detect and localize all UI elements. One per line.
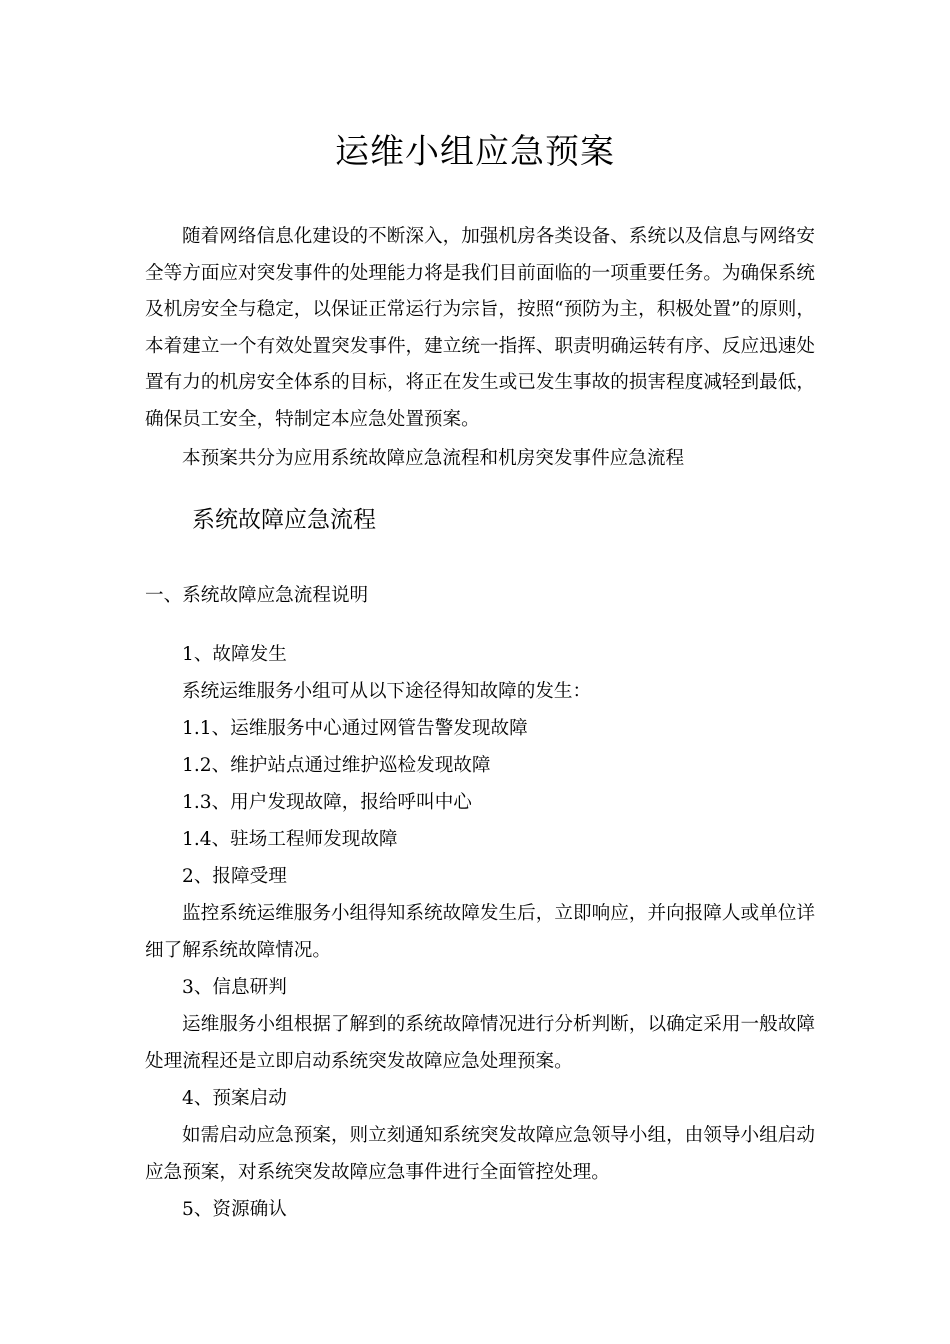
item-text-2: 监控系统运维服务小组得知系统故障发生后，立即响应，并向报障人或单位详细了解系统故障情况。 (145, 903, 815, 961)
sub-item-1-1: 1.1、运维服务中心通过网管告警发现故障 (182, 718, 528, 739)
item-text-1: 系统运维服务小组可从以下途径得知故障的发生： (182, 681, 592, 702)
section-title: 系统故障应急流程 (192, 507, 376, 533)
item-heading-4: 4、预案启动 (182, 1088, 287, 1109)
item-heading-2: 2、报障受理 (182, 866, 287, 887)
scope-line: 本预案共分为应用系统故障应急流程和机房突发事件应急流程 (182, 448, 685, 469)
document-title: 运维小组应急预案 (335, 132, 615, 172)
subsection-title: 一、系统故障应急流程说明 (145, 585, 369, 606)
sub-item-1-3: 1.3、用户发现故障，报给呼叫中心 (182, 792, 472, 813)
item-heading-5: 5、资源确认 (182, 1199, 287, 1220)
item-heading-1: 1、故障发生 (182, 644, 287, 665)
item-text-4: 如需启动应急预案，则立刻通知系统突发故障应急领导小组，由领导小组启动应急预案，对系统突发故障应急事件进行全面管控处理。 (145, 1125, 815, 1183)
sub-item-1-4: 1.4、驻场工程师发现故障 (182, 829, 398, 850)
item-heading-3: 3、信息研判 (182, 977, 287, 998)
sub-item-1-2: 1.2、维护站点通过维护巡检发现故障 (182, 755, 491, 776)
item-text-3: 运维服务小组根据了解到的系统故障情况进行分析判断，以确定采用一般故障处理流程还是立即启动系统突发故障应急处理预案。 (145, 1014, 815, 1072)
intro-paragraph: 随着网络信息化建设的不断深入，加强机房各类设备、系统以及信息与网络安全等方面应对突发事件的处理能力将是我们目前面临的一项重要任务。为确保系统及机房安全与稳定，以保证正常运行为宗旨，按照“预防为主，积极处置”的原则，本着建立一个有效处置突发事件，建立统一指挥、职责明确运转有序、反应迅速处置有力的机房安全体系的目标，将正在发生或已发生事故的损害程度减轻到最低，确保员工安全，特制定本应急处置预案。 (145, 226, 815, 430)
